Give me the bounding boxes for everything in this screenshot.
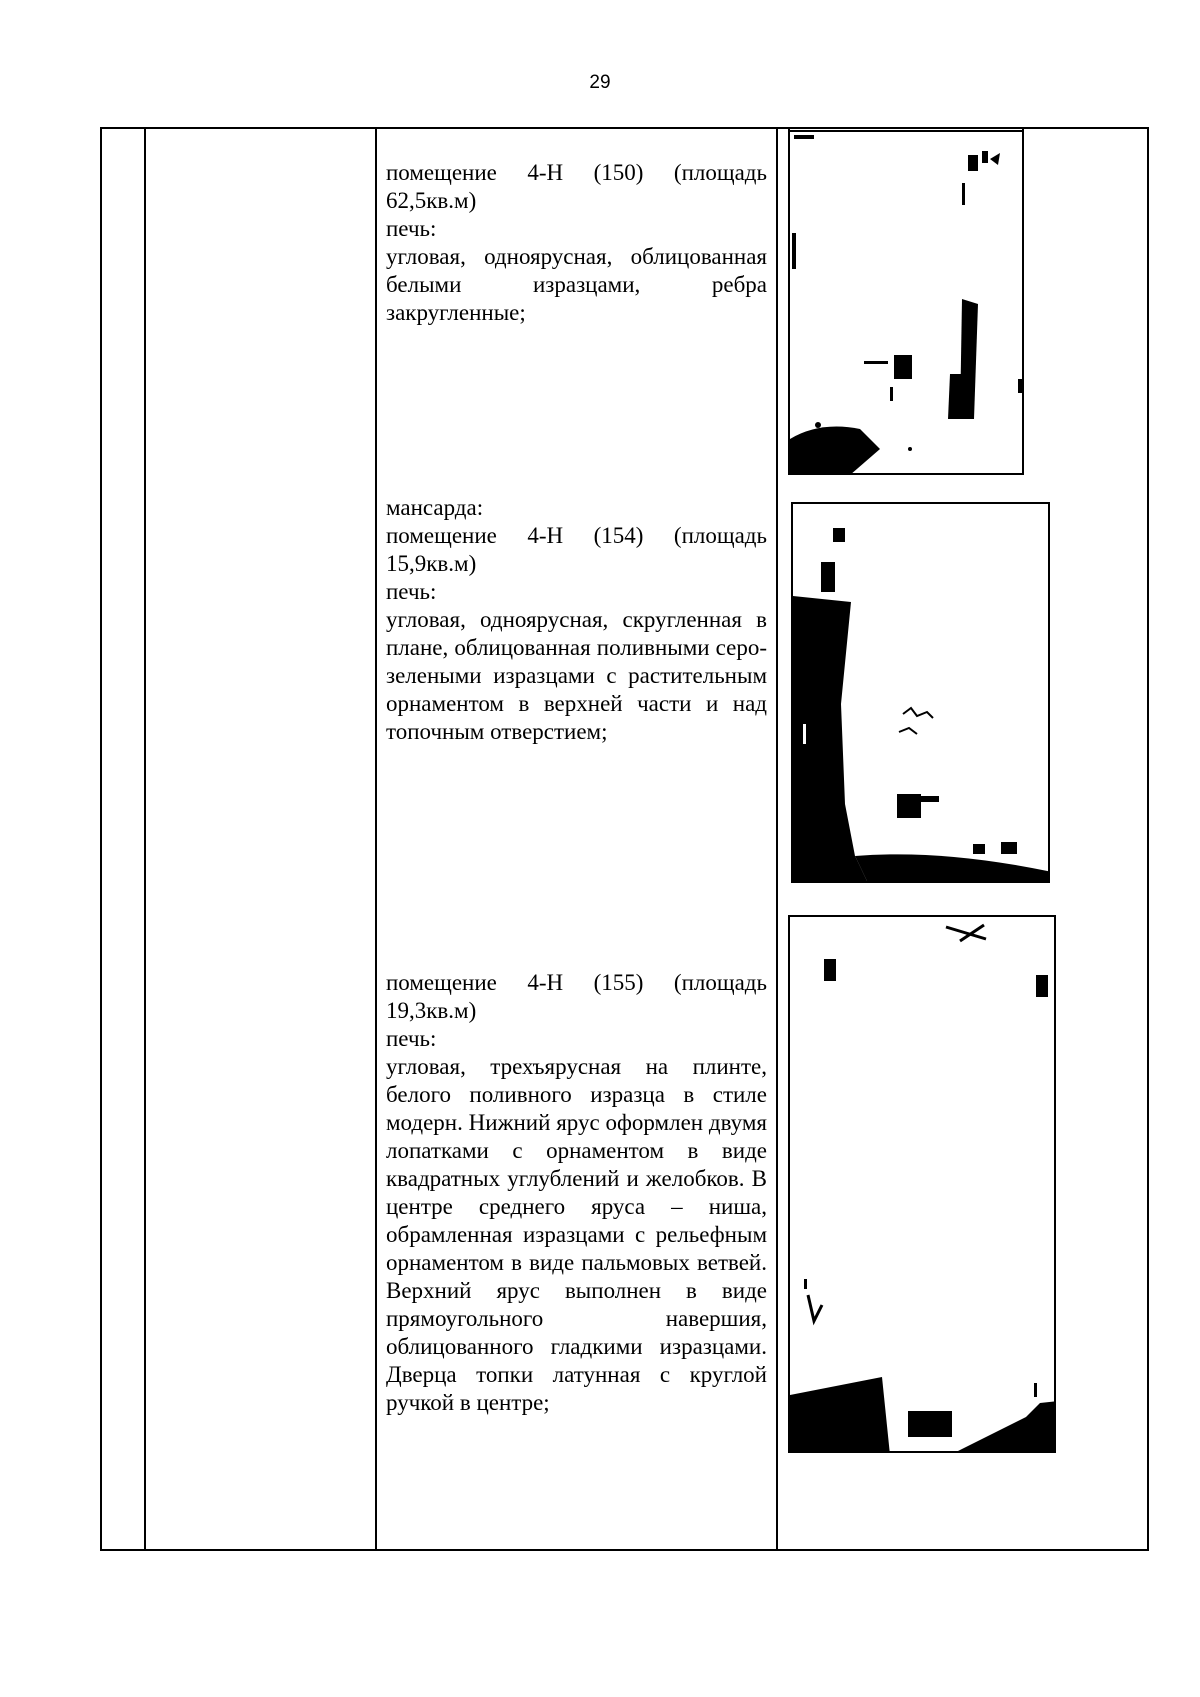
description: угловая, одноярусная, облицованная белыми изразцами, ребра закругленные; — [386, 244, 767, 325]
inventory-table — [100, 127, 1149, 1551]
description: угловая, трехъярусная на плинте, белого поливного изразца в стиле модерн. Нижний ярус оформлен двумя лопатками с орнаментом в виде квадратных углублений и желобков. В центре среднего яруса – ниша, обрамленная изразцами с рельефным орнаментом в виде пальмовых ветвей. Верхний ярус выполнен в виде прямоугольного навершия, облицованного гладкими изразцами. Дверца топки латунная с круглой ручкой в центре; — [386, 1054, 767, 1415]
description: угловая, одноярусная, скругленная в плане, облицованная поливными серо- зелеными изразцами с растительным орнаментом в верхней части и над топочным отверстием; — [386, 607, 767, 744]
entry-text-154 — [386, 494, 767, 746]
page-number: 29 — [589, 72, 611, 93]
entry-text-150 — [386, 159, 767, 327]
column-divider — [144, 129, 146, 1549]
room-line: помещение 4-Н (154) (площадь 15,9кв.м) — [386, 523, 767, 576]
column-divider — [375, 129, 377, 1549]
item-label: печь: — [386, 216, 437, 241]
item-label: печь: — [386, 1026, 437, 1051]
stove-photo-150 — [788, 129, 1024, 475]
entry-text-155 — [386, 969, 767, 1417]
column-divider — [776, 129, 778, 1549]
item-label: печь: — [386, 579, 437, 604]
stove-photo-154 — [791, 502, 1050, 883]
stove-photo-155 — [788, 915, 1056, 1453]
room-line: помещение 4-Н (150) (площадь 62,5кв.м) — [386, 160, 767, 213]
room-line: помещение 4-Н (155) (площадь 19,3кв.м) — [386, 970, 767, 1023]
section-label: мансарда: — [386, 495, 484, 520]
